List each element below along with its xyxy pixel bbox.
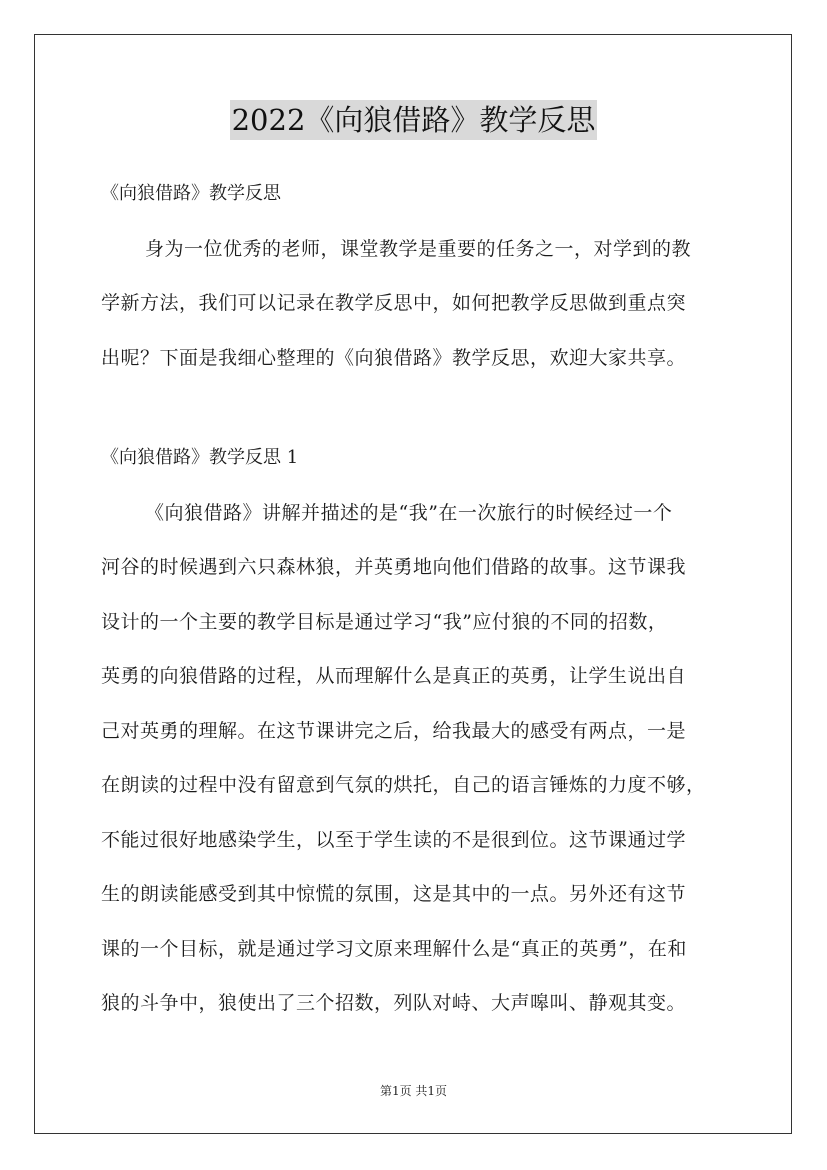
body-line: 《向狼借路》讲解并描述的是“我”在一次旅行的时候经过一个 [145, 501, 673, 524]
body-line: 己对英勇的理解。在这节课讲完之后，给我最大的感受有两点，一是 [101, 719, 687, 742]
paragraph-gap [101, 390, 731, 436]
document-subtitle: 《向狼借路》教学反思 [101, 183, 281, 204]
intro-line: 身为一位优秀的老师，课堂教学是重要的任务之一，对学到的教 [145, 237, 692, 260]
body-line: 在朗读的过程中没有留意到气氛的烘托，自己的语言锤炼的力度不够， [101, 774, 706, 796]
section-heading: 《向狼借路》教学反思 1 [101, 447, 299, 468]
title-container [0, 100, 827, 140]
body-line: 设计的一个主要的教学目标是通过学习“我”应付狼的不同的招数， [101, 610, 668, 633]
document-title: 2022《向狼借路》教学反思 [230, 100, 598, 140]
intro-line: 出呢？下面是我细心整理的《向狼借路》教学反思，欢迎大家共享。 [101, 346, 687, 369]
body-line: 河谷的时候遇到六只森林狼，并英勇地向他们借路的故事。这节课我 [101, 556, 687, 578]
body-line: 英勇的向狼借路的过程，从而理解什么是真正的英勇，让学生说出自 [101, 665, 687, 687]
intro-line: 学新方法，我们可以记录在教学反思中，如何把教学反思做到重点突 [101, 292, 687, 314]
page-number-footer: 第1页 共1页 [379, 1084, 448, 1098]
document-body [101, 172, 731, 1036]
body-line: 不能过很好地感染学生，以至于学生读的不是很到位。这节课通过学 [101, 828, 687, 851]
body-line: 狼的斗争中，狼使出了三个招数，列队对峙、大声嗥叫、静观其变。 [101, 992, 687, 1014]
body-line: 生的朗读能感受到其中惊慌的氛围，这是其中的一点。另外还有这节 [101, 883, 687, 905]
body-line: 课的一个目标，就是通过学习文原来理解什么是“真正的英勇”，在和 [101, 937, 687, 960]
